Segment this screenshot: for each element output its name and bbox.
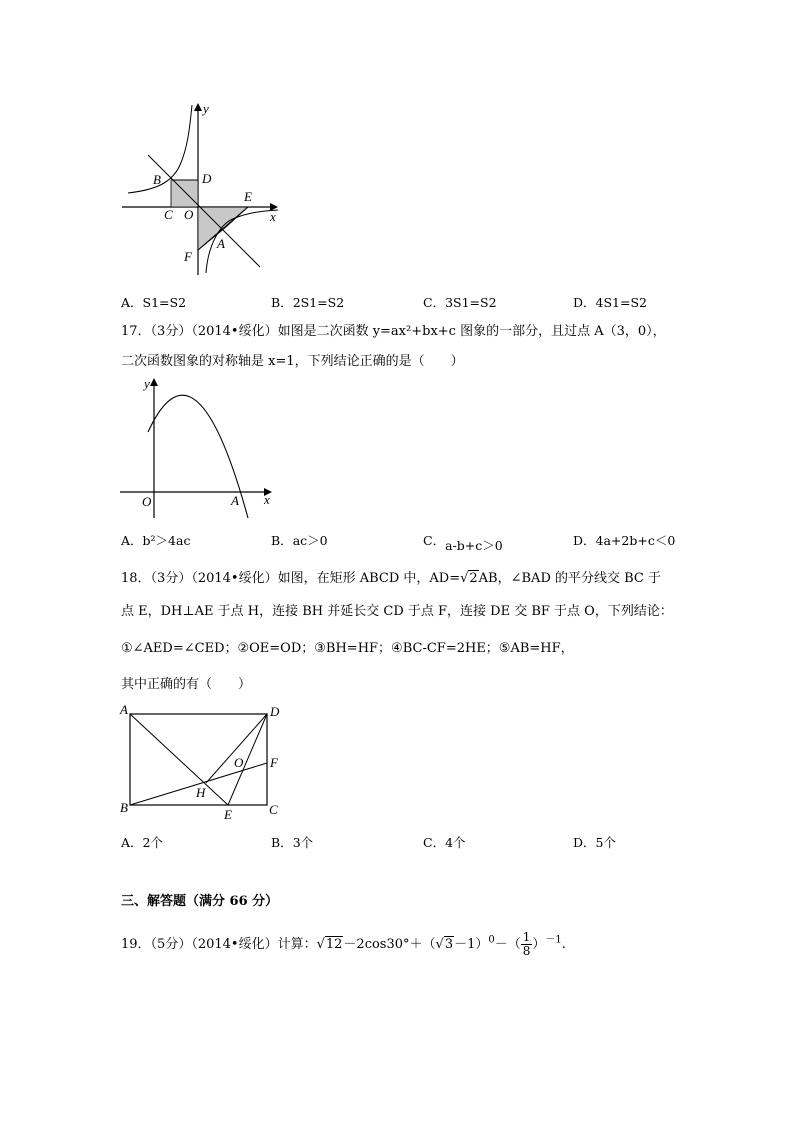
q16-label-y: y: [203, 101, 209, 116]
q18-stem-line3: ①∠AED=∠CED；②OE=OD；③BH=HF；④BC-CF=2HE；⑤AB=HF，: [121, 641, 574, 656]
q16-option-b: B．2S1=S2: [271, 295, 345, 310]
q18-label-o: O: [234, 755, 244, 770]
q16-label-b: B: [153, 172, 161, 187]
q17-figure: [112, 372, 282, 520]
q16-shaded-triangle-1: [171, 180, 198, 207]
q16-label-e: E: [244, 189, 252, 204]
q18-stem-line1: 18．（3分）（2014•绥化）如图，在矩形 ABCD 中，AD=√2AB，∠BAD 的平分线交 BC 于: [121, 571, 662, 586]
q18-label-a: A: [120, 702, 128, 717]
q16-label-d: D: [202, 171, 212, 186]
q16-figure: [110, 95, 290, 280]
q16-y-arrow: [194, 103, 202, 111]
q17-label-a: A: [231, 493, 239, 508]
q16-label-c: C: [164, 207, 173, 222]
q18-label-e: E: [224, 807, 232, 822]
q16-option-a: A．S1=S2: [121, 295, 187, 310]
q17-label-y: y: [144, 376, 150, 391]
section-3-title: 三、解答题（满分 66 分）: [121, 894, 279, 909]
q18-label-f: F: [270, 755, 278, 770]
q18-stem-line4: 其中正确的有（ ）: [121, 677, 252, 692]
q16-label-f: F: [184, 249, 192, 264]
q18-label-c: C: [269, 802, 278, 817]
q17-stem-line1: 17．（3分）（2014•绥化）如图是二次函数 y=ax²+bx+c 图象的一部分，且过点 A（3，0），: [121, 324, 666, 339]
q17-label-x: x: [264, 492, 270, 507]
q19-sqrt-3: √3: [435, 937, 454, 952]
q19-stem: 19．（5分）（2014•绥化）计算：$√12-2\cos 30^\circ+(√3-1)^0-$（ $\frac{1}{8}$ ）$^{-1}$.: [121, 930, 566, 958]
q18-label-h: H: [196, 785, 206, 800]
q17-y-arrow: [150, 378, 158, 386]
q18-sqrt: √2: [460, 571, 478, 586]
q16-label-o: O: [184, 207, 194, 222]
q18-stem-line2: 点 E，DH⊥AE 于点 H，连接 BH 并延长交 CD 于点 F，连接 DE 交 BF 于点 O，下列结论：: [121, 604, 673, 619]
q17-stem-line2: 二次函数图象的对称轴是 x=1，下列结论正确的是（ ）: [121, 354, 464, 369]
q16-label-x: x: [270, 209, 276, 224]
q16-label-a: A: [217, 236, 225, 251]
q17-option-a: A．b²＞4ac: [121, 533, 191, 548]
q18-option-d: D．5个: [573, 835, 616, 850]
q18-label-d: D: [270, 704, 280, 719]
q16-option-d: D．4S1=S2: [573, 295, 647, 310]
q18-option-b: B．3个: [271, 835, 314, 850]
q18-label-b: B: [120, 800, 128, 815]
q19-sqrt-12: √12: [316, 937, 343, 952]
q18-option-a: A．2个: [121, 835, 163, 850]
q17-option-c: C．a-b+c＞0: [423, 533, 503, 553]
q17-option-d: D．4a+2b+c＜0: [573, 533, 676, 548]
q18-option-c: C．4个: [423, 835, 466, 850]
q16-option-c: C．3S1=S2: [423, 295, 497, 310]
q17-option-b: B．ac＞0: [271, 533, 328, 548]
q18-figure: [112, 700, 292, 825]
q19-fraction: $\frac{1}{8}$: [522, 930, 531, 958]
q18-line-ae: [130, 714, 228, 805]
q17-label-o: O: [142, 494, 152, 509]
